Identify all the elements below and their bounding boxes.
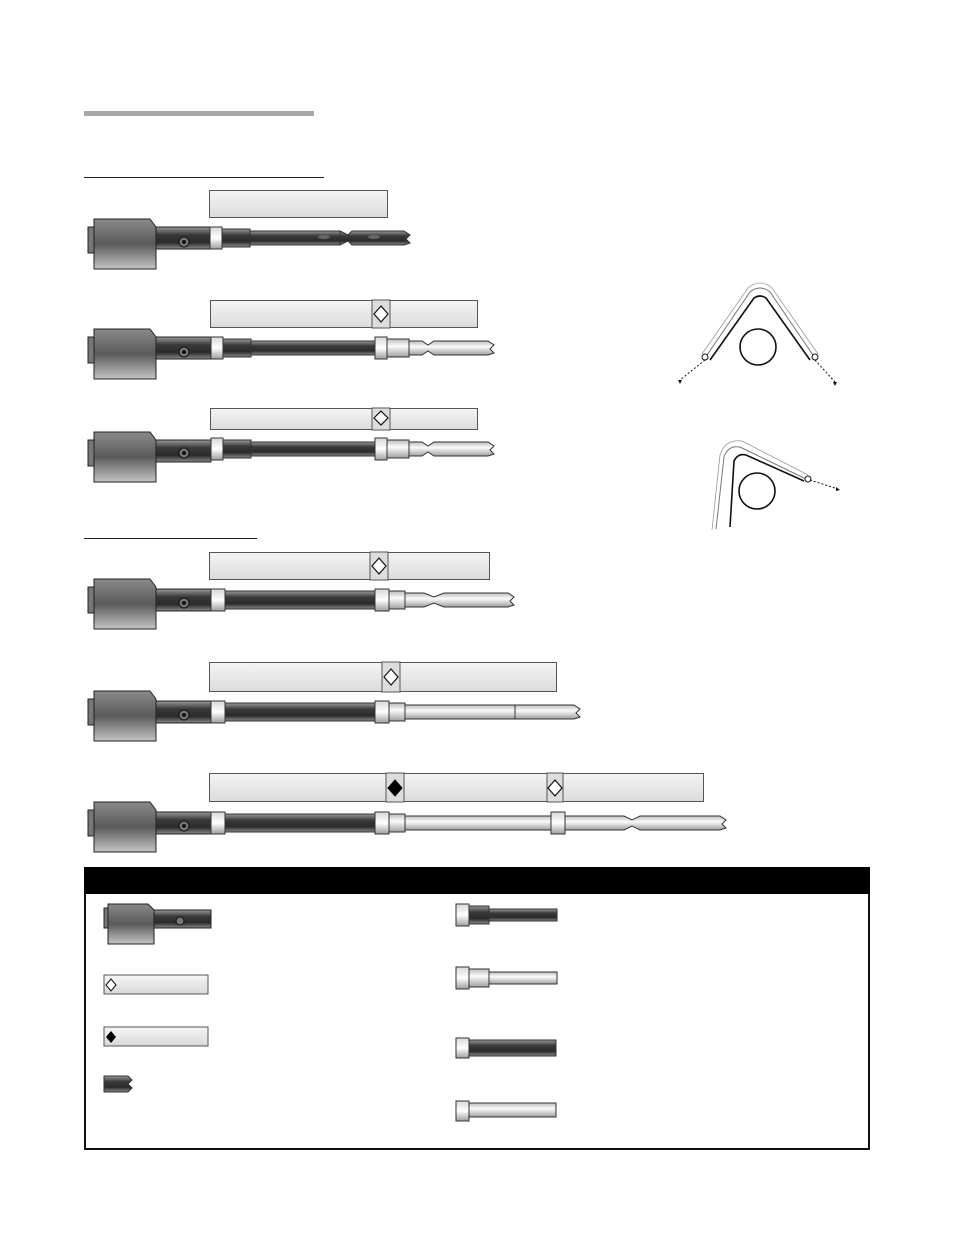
legend-light-tube-icon — [456, 1101, 556, 1121]
legend-tip-end-icon — [104, 1076, 132, 1092]
legend-motor-unit-icon — [104, 904, 211, 944]
legend-dark-tube-reducer-icon — [456, 904, 557, 926]
legend-open-diamond-rail-icon — [104, 975, 208, 994]
legend-light-tube-reducer-icon — [456, 967, 557, 989]
legend-filled-diamond-rail-icon — [104, 1027, 208, 1046]
legend-dark-tube-icon — [456, 1038, 556, 1058]
